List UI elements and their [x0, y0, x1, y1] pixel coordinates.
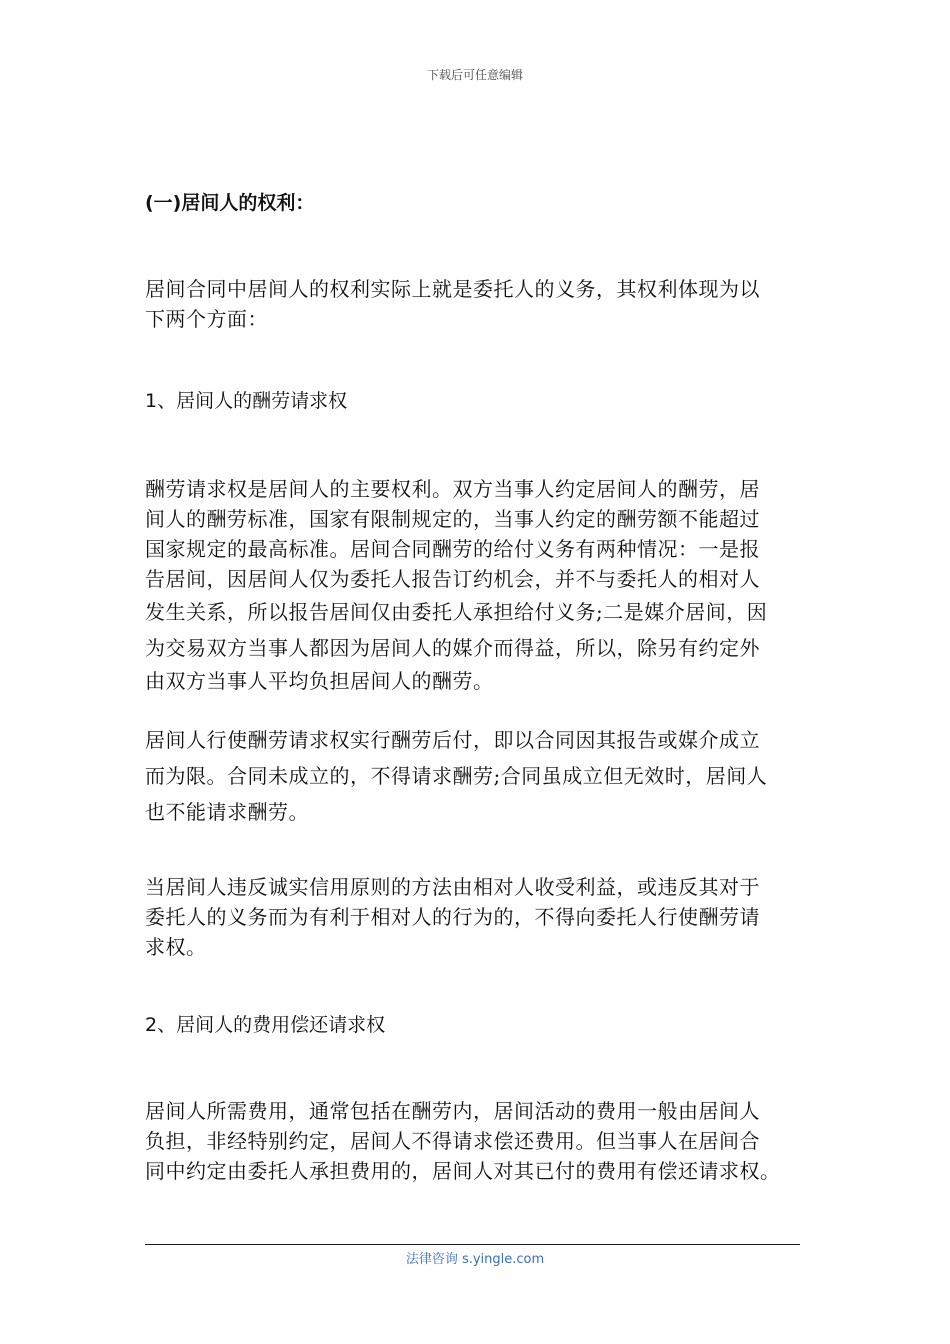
text-line: 酬劳请求权是居间人的主要权利。双方当事人约定居间人的酬劳，居	[145, 477, 760, 501]
text-line: 当居间人违反诚实信用原则的方法由相对人收受利益，或违反其对于	[145, 875, 760, 899]
item2-title: 2、居间人的费用偿还请求权	[145, 1014, 386, 1036]
text-line: 下两个方面：	[145, 307, 268, 331]
item1-paragraph-3	[145, 872, 810, 962]
text-line: 发生关系，所以报告居间仅由委托人承担给付义务;二是媒介居间，因	[145, 600, 768, 624]
text-line: 委托人的义务而为有利于相对人的行为的，不得向委托人行使酬劳请	[145, 905, 760, 929]
text-line: 同中约定由委托人承担费用的，居间人对其已付的费用有偿还请求权。	[145, 1159, 781, 1183]
item2-paragraph-1	[145, 1096, 810, 1186]
page-header: 下载后可任意编辑	[426, 68, 523, 82]
intro-paragraph	[145, 274, 810, 334]
text-line: 由双方当事人平均负担居间人的酬劳。	[145, 669, 494, 693]
footer-divider	[145, 1244, 800, 1245]
text-line: 国家规定的最高标准。居间合同酬劳的给付义务有两种情况：一是报	[145, 537, 760, 561]
text-line: 负担，非经特别约定，居间人不得请求偿还费用。但当事人在居间合	[145, 1129, 760, 1153]
text-line: 间人的酬劳标准，国家有限制规定的，当事人约定的酬劳额不能超过	[145, 507, 760, 531]
item1-paragraph-2	[145, 722, 810, 830]
item1-title: 1、居间人的酬劳请求权	[145, 390, 348, 412]
text-line: 居间人所需费用，通常包括在酬劳内，居间活动的费用一般由居间人	[145, 1099, 760, 1123]
text-line: 居间人行使酬劳请求权实行酬劳后付，即以合同因其报告或媒介成立	[145, 728, 760, 752]
item1-paragraph-1	[145, 474, 810, 696]
text-line: 告居间，因居间人仅为委托人报告订约机会，并不与委托人的相对人	[145, 567, 760, 591]
text-line: 也不能请求酬劳。	[145, 800, 309, 824]
footer-link[interactable]: 法律咨询 s.yingle.com	[405, 1252, 545, 1267]
text-line: 居间合同中居间人的权利实际上就是委托人的义务，其权利体现为以	[145, 277, 760, 301]
section-title: (一)居间人的权利：	[145, 192, 315, 214]
text-line: 而为限。合同未成立的，不得请求酬劳;合同虽成立但无效时，居间人	[145, 764, 768, 788]
text-line: 为交易双方当事人都因为居间人的媒介而得益，所以，除另有约定外	[145, 636, 760, 660]
text-line: 求权。	[145, 935, 207, 959]
